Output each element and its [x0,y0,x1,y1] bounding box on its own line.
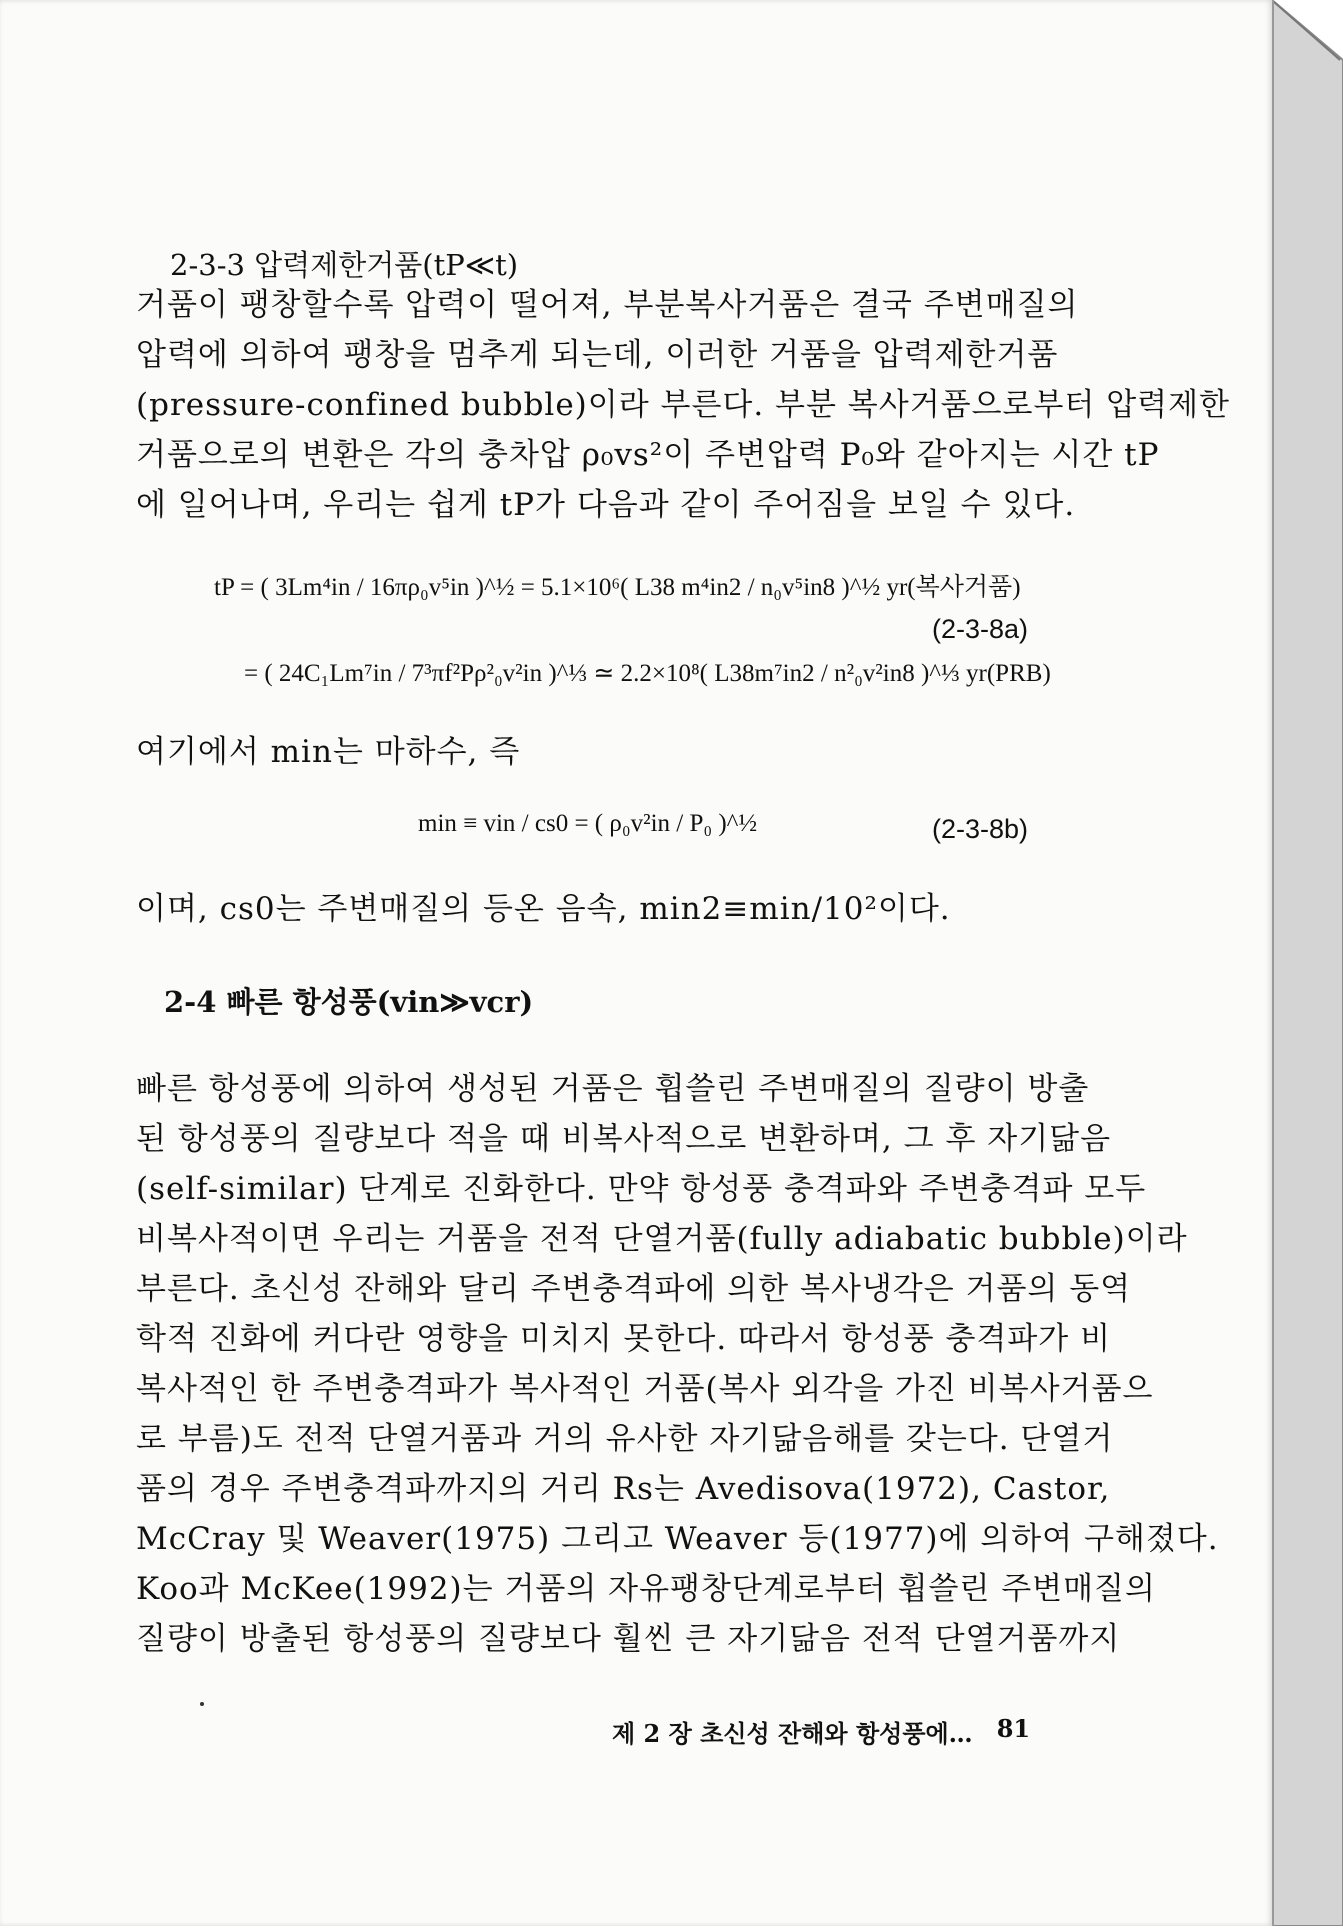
equation-2-3-8a-line1: tP = ( 3Lm⁴in / 16πρ₀v⁵in )^½ = 5.1×10⁶( L38 m⁴in2 / n₀v⁵in8 )^½ yr(복사거품) [214,574,1021,601]
text-line: 로 부름)도 전적 단열거품과 거의 유사한 자기닮음해를 갖는다. 단열거 [136,1421,1114,1457]
text-line: 에 일어나며, 우리는 쉽게 tP가 다음과 같이 주어짐을 보일 수 있다. [136,487,1076,523]
text-line: 빠른 항성풍에 의하여 생성된 거품은 휩쓸린 주변매질의 질량이 방출 [136,1071,1090,1107]
paragraph-2-4 [136,1064,1219,1664]
text-line: 복사적인 한 주변충격파가 복사적인 거품(복사 외각을 가진 비복사거품으 [136,1371,1154,1407]
text-line: (self-similar) 단계로 진화한다. 만약 항성풍 충격파와 주변충격파 모두 [136,1171,1147,1207]
page-number: 81 [996,1714,1031,1743]
text-line: 부른다. 초신성 잔해와 달리 주변충격파에 의한 복사냉각은 거품의 동역 [136,1271,1132,1307]
equation-2-3-8b: min ≡ vin / cs0 = ( ρ₀v²in / P₀ )^½ [418,810,758,837]
text-line: 비복사적이면 우리는 거품을 전적 단열거품(fully adiabatic bubble)이라 [136,1221,1188,1257]
text-line: 거품으로의 변환은 각의 충차압 ρ₀vs²이 주변압력 P₀와 같아지는 시간 tP [136,437,1160,473]
paragraph-2-3-3 [136,280,1231,530]
text-line: 이며, cs0는 주변매질의 등온 음속, min2≡min/10²이다. [136,891,951,927]
text-line: (pressure-confined bubble)이라 부른다. 부분 복사거품으로부터 압력제한 [136,387,1231,423]
equation-number-2-3-8a: (2-3-8a) [932,614,1029,644]
section-heading-2-4: 2-4 빠른 항성풍(vin≫vcr) [164,985,534,1019]
text-line: 된 항성풍의 질량보다 적을 때 비복사적으로 변환하며, 그 후 자기닮음 [136,1121,1112,1157]
book-edge [1272,0,1343,1926]
text-line: 압력에 의하여 팽창을 멈추게 되는데, 이러한 거품을 압력제한거품 [136,337,1059,373]
text-line: 거품이 팽창할수록 압력이 떨어져, 부분복사거품은 결국 주변매질의 [136,287,1079,323]
running-title: 제 2 장 초신성 잔해와 항성풍에… [612,1719,973,1748]
text-line: 품의 경우 주변충격파까지의 거리 Rs는 Avedisova(1972), Castor, [136,1471,1111,1507]
speck [200,1702,204,1706]
section-heading-2-3-3: 2-3-3 압력제한거품(tP≪t) [170,248,519,282]
text-line: Koo과 McKee(1992)는 거품의 자유팽창단계로부터 휩쓸린 주변매질의 [136,1571,1156,1607]
equation-2-3-8a-line2: = ( 24C₁Lm⁷in / 7³πf²Pρ²₀v²in )^⅓ ≃ 2.2×10⁸( L38m⁷in2 / n²₀v²in8 )^⅓ yr(PRB) [244,660,1051,687]
page-footer [612,1714,1030,1749]
text-line: 질량이 방출된 항성풍의 질량보다 훨씬 큰 자기닮음 전적 단열거품까지 [136,1621,1121,1657]
text-line: 학적 진화에 커다란 영향을 미치지 못한다. 따라서 항성풍 충격파가 비 [136,1321,1112,1357]
text-line: McCray 및 Weaver(1975) 그리고 Weaver 등(1977)에 의하여 구해졌다. [136,1521,1219,1557]
equation-number-2-3-8b: (2-3-8b) [932,814,1029,844]
text-line: 여기에서 min는 마하수, 즉 [136,734,521,770]
